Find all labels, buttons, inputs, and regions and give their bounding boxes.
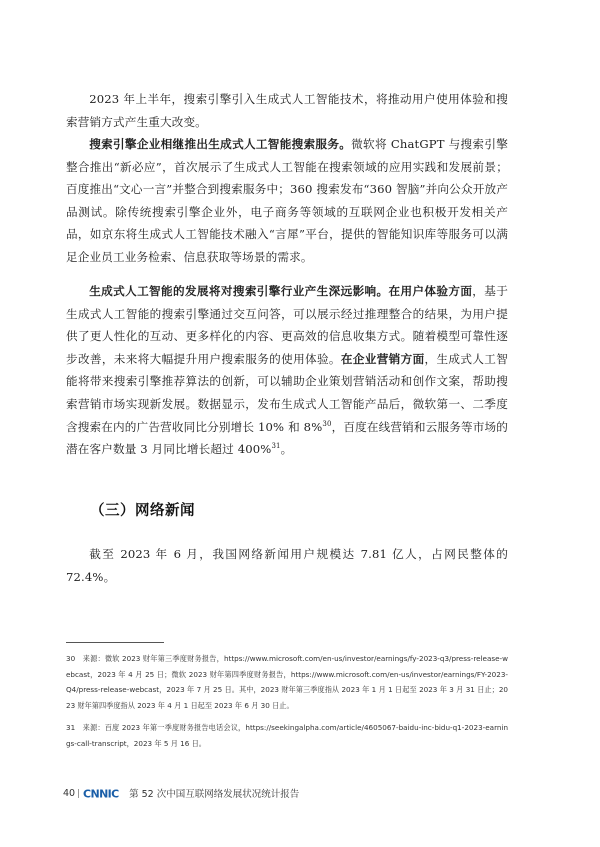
footnote-31 [66,720,508,751]
footer-divider [78,789,79,798]
footnote-30 [66,651,508,713]
paragraph-lead-sentence: 搜索引擎企业相继推出生成式人工智能搜索服务。 [89,137,352,151]
cnnic-logo [83,787,121,799]
paragraph-lead-sentence: 生成式人工智能的发展将对搜索引擎行业产生深远影响。 [89,284,389,298]
subtopic-enterprise-marketing: 在企业营销方面 [340,351,425,366]
paragraph-body-text: ，生成式人工智能将带来搜索引擎推荐算法的创新，可以辅助企业策划营销活动和创作文案，帮助搜索营销市场实现新发展。数据显示，发布生成式人工智能产品后，微软第一、二季度含搜索在内的广告营收同比分别增长 10% 和 8% [66,351,508,434]
footnote-ref-31[interactable]: 31 [271,442,281,451]
paragraph-news-users-text: 截至 2023 年 6 月，我国网络新闻用户规模达 7.81 亿人，占网民整体的 72.4%。 [66,547,508,584]
report-title: 第 52 次中国互联网络发展状况统计报告 [129,789,300,800]
footnote-ref-30[interactable]: 30 [322,419,332,428]
footnote-30-text: 30 来源：微软 2023 财年第三季度财务报告，https://www.microsoft.com/en-us/investor/earnings/fy-2023-q3/press-release-webcast，2023 年 4 月 25 日；微软 2023 财年第四季度财务报告，https://www.microsoft.com/en-us/investor/earnings/FY-2023-Q4/press-release-webcast，2023 年 7 月 25 日。其中，2023 财年第三季度指从 2023 年 1 月 1 日起至 2023 年 3 月 31 日止；2023 财年第四季度指从 2023 年 4 月 1 日起至 2023 年 6 月 30 日止。 [66,654,508,710]
paragraph-body-text: ，基于生成式人工智能的搜索引擎通过交互问答，可以展示经过推理整合的结果，为用户提供了更人性化的互动、更多样化的内容、更高效的信息收集方式。随着模型可靠性逐步改善，未来将大幅提升用户搜索服务的使用体验。 [66,284,508,366]
paragraph-end: 。 [280,442,293,457]
paragraph-body-text: ，百度在线营销和云服务等市场的潜在客户数量 3 月同比增长超过 400% [66,419,508,457]
paragraph-intro-text: 2023 年上半年，搜索引擎引入生成式人工智能技术，将推动用户使用体验和搜索营销方式产生重大改变。 [66,92,508,129]
paragraph-search-services [66,133,508,269]
subtopic-user-experience: 在用户体验方面 [388,284,473,298]
footnote-divider [66,642,164,643]
page-number: 40 [63,787,76,799]
section-heading: （三）网络新闻 [90,503,195,519]
paragraph-intro [66,88,508,133]
page-footer [63,786,299,800]
cnnic-logo-text: CNNIC [83,787,119,799]
paragraph-news-users [66,543,508,588]
paragraph-industry-impact [66,280,508,461]
footnote-31-text: 31 来源：百度 2023 年第一季度财务报告电话会议，https://seekingalpha.com/article/4605067-baidu-inc-bidu-q1-2023-earnings-call-transcript，2023 年 5 月 16 日。 [66,723,508,748]
paragraph-body-text: 微软将 ChatGPT 与搜索引擎整合推出“新必应”，首次展示了生成式人工智能在搜索领域的应用实践和发展前景；百度推出“文心一言”并整合到搜索服务中；360 搜索发布“360 智脑”并向公众开放产品测试。除传统搜索引擎企业外，电子商务等领域的互联网企业也积极开发相关产品，如京东将生成式人工智能技术融入“言犀”平台，提供的智能知识库等服务可以满足企业员工业务检索、信息获取等场景的需求。 [66,137,508,264]
